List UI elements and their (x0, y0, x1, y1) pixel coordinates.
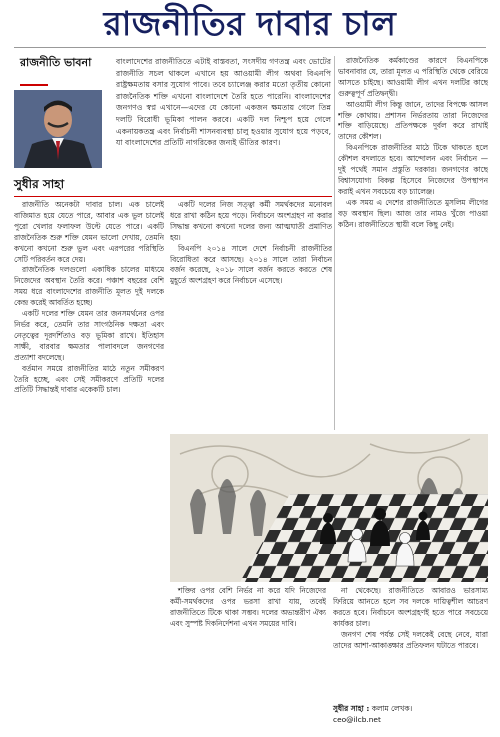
article-column-5 (333, 586, 488, 701)
column-label-accent (20, 84, 48, 86)
article-column-3 (338, 56, 488, 430)
paragraph: শক্তির ওপর বেশি নির্ভর না করে যদি নিজেদের কর্মী-সমর্থকদের ওপর ভরসা রাখা যায়, তবেই রাজনীতিতে টিকে থাকা সম্ভব। দলের অভ্যন্তরীণ ঐক্য এবং সুস্পষ্ট দিকনির্দেশনা এখন সময়ের দাবি। (170, 586, 326, 628)
byline-divider (14, 196, 332, 197)
paragraph: রাজনীতি অনেকটা দাবার চাল। এক চালেই বাজিমাত হয়ে যেতে পারে, আবার এক ভুল চালেই পুরো খেলার ফলাফল উল্টে যেতে পারে। একটি রাজনৈতিক শুরু শক্তি যেমন ভালো দেখায়, তেমনি কখনো কখনো শুরু ভুল এবং এরপরের পরিস্থিতি সেটি পরিবর্তন করে দেয়। (14, 200, 164, 264)
paragraph: এক সময় এ দেশের রাজনীতিতে মুসলিম লীগের বড় অবস্থান ছিল। আজ তার নামও খুঁজে পাওয়া কঠিন। রাজনীতিতে স্থায়ী বলে কিছু নেই। (338, 197, 488, 229)
paragraph: রাজনৈতিক কর্মকাণ্ডের কারণে বিএনপিকে ভাবনাবার যে, তারা মূলত এ পরিস্থিতি থেকে বেরিয়ে আসতে চাইছে। আওয়ামী লীগ এখন দলটির কাছে গুরুত্বপূর্ণ প্রতিদ্বন্দ্বী। (338, 56, 488, 98)
headline-divider (14, 47, 486, 48)
footnote-author: সুধীর সাহা : (333, 704, 370, 713)
footnote-role: কলাম লেখক। (371, 704, 413, 713)
article-column-1 (14, 200, 164, 720)
paragraph: একটি দলের নিজ সত্ত্বা কর্মী সমর্থকদের মনোবল ধরে রাখা কঠিন হয়ে পড়ে। নির্বাচনে অংশগ্রহণ না করার সিদ্ধান্ত কখনো কখনো দলের জন্য আত্মঘাতী প্রমাণিত হয়। (170, 200, 332, 242)
article-column-4 (170, 586, 326, 716)
article-column-2 (170, 200, 332, 430)
paragraph: বর্তমান সময়ে রাজনীতির মাঠে নতুন সমীকরণ তৈরি হচ্ছে, এবং সেই সমীকরণে প্রতিটি দলের প্রতিটি সিদ্ধান্তই দাবার একেকটি চাল। (14, 363, 164, 395)
paragraph: আওয়ামী লীগ কিন্তু জানে, তাদের বিপক্ষে আসল শক্তি কোথায়। প্রশাসন নির্ভরতায় তারা নিজেদের শক্তি বাড়িয়েছে। প্রতিপক্ষকে দুর্বল করে রাখাই তাদের কৌশল। (338, 99, 488, 142)
column-label: রাজনীতি ভাবনা (20, 56, 92, 69)
paragraph: বিএনপি ২০১৪ সালে দেশে নির্বাচনী রাজনীতির বিরোধিতা করে আসছে। ২০১৪ সালে তারা নির্বাচন বর্জন করেছে, ২০১৮ সালে বর্জন করতে করতে শেষ মুহূর্তে অংশগ্রহণ করে নির্বাচনে এসেছে। (170, 243, 332, 286)
chessboard-illustration (170, 434, 488, 582)
author-footnote (333, 703, 493, 725)
intro-paragraph: বাংলাদেশের রাজনীতিতে এটাই বাস্তবতা, সংসদীয় গণতন্ত্র এবং ভোটের রাজনীতি সচল থাকলে এখানে হয় আওয়ামী লীগ অথবা বিএনপি রাষ্ট্রক্ষমতায় বসার সুযোগ পাবে। তবে চ্যালেঞ্জ করার মতো তৃতীয় কোনো রাজনৈতিক শক্তি এখনো বাংলাদেশে তৈরি হতে পারেনি। বাংলাদেশের জনগণও স্বপ্ন এখানে—এদের যে কোনো একজন ক্ষমতায় গেলে তিন্ন দলটি বিরোধী ভূমিকা পালন করবে। একটি দল নিশ্চুপ হয়ে গেলে একনায়কতন্ত্র এবং নির্বাচনী শাসনব্যবস্থা চালু হওয়ার সুযোগ হয়ে পড়বে, যা বাংলাদেশের প্রতিটি নাগরিকের জন্যই ভীতির কারণ। (116, 57, 331, 148)
paragraph: জনগণ শেষ পর্যন্ত সেই দলকেই বেছে নেবে, যারা তাদের আশা-আকাঙ্ক্ষার প্রতিফলন ঘটাতে পারবে। (333, 629, 488, 650)
author-byline: সুধীর সাহা (14, 177, 65, 191)
author-portrait (14, 90, 102, 168)
headline: রাজনীতির দাবার চাল (103, 4, 397, 43)
column-divider (334, 56, 335, 430)
paragraph: না থেকেছে। রাজনীতিতে আবারও ভারসাম্য ফিরিয়ে আনতে হলে সব দলকে দায়িত্বশীল আচরণ করতে হবে। নির্বাচনে অংশগ্রহণই হতে পারে সবচেয়ে কার্যকর চাল। (333, 586, 488, 628)
paragraph: একটি দলের শক্তি যেমন তার জনসমর্থনের ওপর নির্ভর করে, তেমনি তার সাংগঠনিক দক্ষতা এবং নেতৃত্বের দূরদর্শিতাও বড় ভূমিকা রাখে। ইতিহাস সাক্ষী, বারবার ক্ষমতার পালাবদলে জনগণের প্রত্যাশা বদলেছে। (14, 309, 164, 362)
author-email[interactable]: ceo@ilcb.net (333, 715, 381, 724)
paragraph: রাজনৈতিক দলগুলো একাধিক চালের মাধ্যমে নিজেদের অবস্থান তৈরি করে। পঞ্চাশ বছরের বেশি সময় ধরে বাংলাদেশের রাজনীতি মূলত দুই দলকে কেন্দ্র করেই আবর্তিত হচ্ছে। (14, 265, 164, 308)
paragraph: বিএনপিকে রাজনীতির মাঠে টিকে থাকতে হলে কৌশল বদলাতে হবে। আন্দোলন এবং নির্বাচন — দুই পথেই সমান প্রস্তুতি দরকার। জনগণের কাছে বিশ্বাসযোগ্য বিকল্প হিসেবে নিজেদের উপস্থাপন করাই এখন সবচেয়ে বড় চ্যালেঞ্জ। (338, 143, 488, 196)
